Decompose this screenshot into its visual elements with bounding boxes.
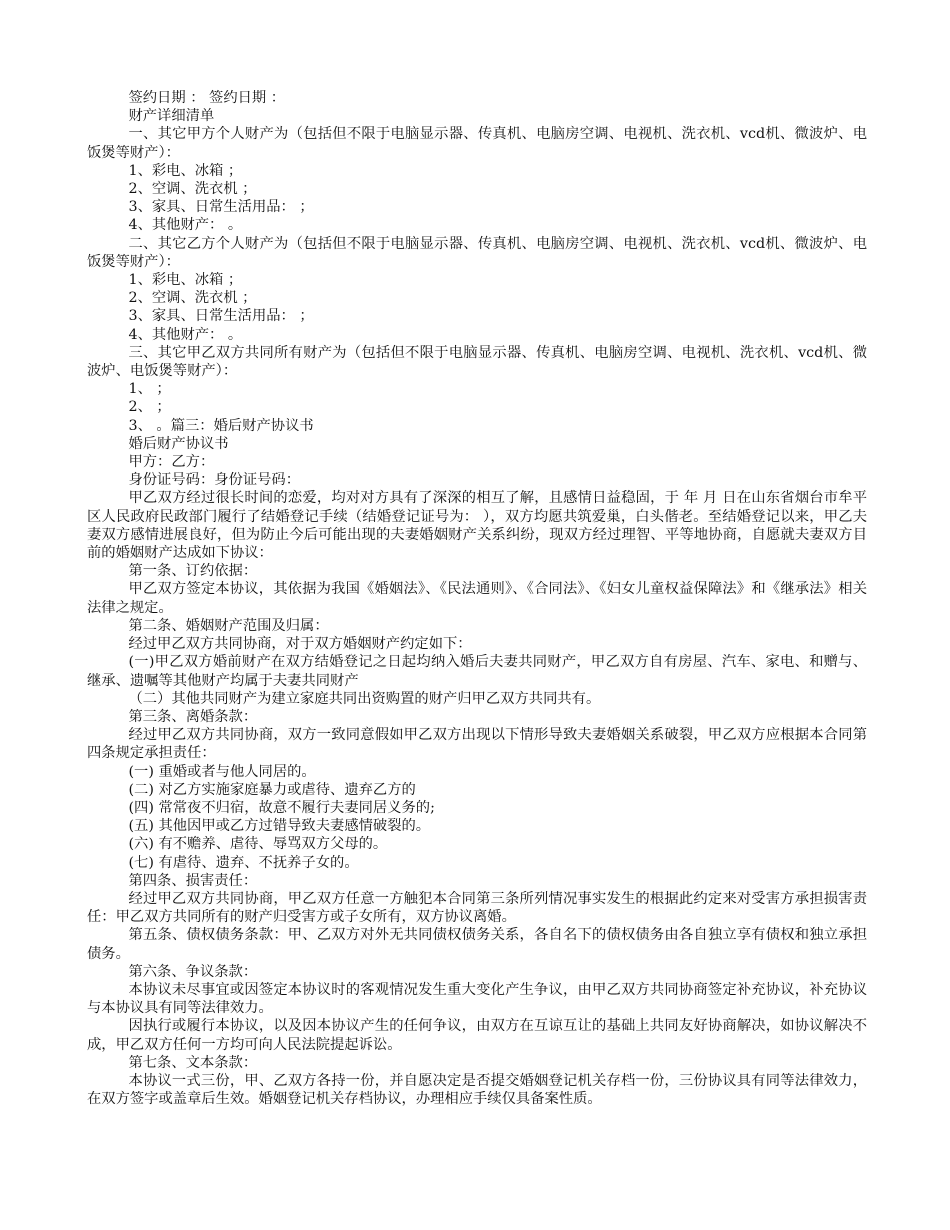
article-5-body: 第五条、债权债务条款：甲、乙双方对外无共同债权债务关系，各自名下的债权债务由各自独立享有债权和独立承担债务。 <box>87 927 867 962</box>
article-3-intro: 经过甲乙双方共同协商，双方一致同意假如甲乙双方出现以下情形导致夫妻婚姻关系破裂，甲乙双方应根据本合同第四条规定承担责任： <box>87 727 867 762</box>
article-2-clause-2: （二）其他共同财产为建立家庭共同出资购置的财产归甲乙双方共同共有。 <box>128 690 601 707</box>
article-1-body: 甲乙双方签定本协议，其依据为我国《婚姻法》、《民法通则》、《合同法》、《妇女儿童权益保障法》和《继承法》相关法律之规定。 <box>87 581 867 616</box>
joint-item-3: 3、 。篇三：婚后财产协议书 <box>128 417 314 434</box>
joint-property-intro: 三、其它甲乙双方共同所有财产为（包括但不限于电脑显示器、传真机、电脑房空调、电视机、洗衣机、vcd机、微波炉、电饭煲等财产）： <box>87 344 867 380</box>
party-a-item-3: 3、家具、日常生活用品： ； <box>128 199 314 216</box>
article-3-clause-6: (六) 有不赡养、虐待、辱骂双方父母的。 <box>128 836 388 853</box>
article-2-clause-1: (一)甲乙双方婚前财产在双方结婚登记之日起均纳入婚后夫妻共同财产，甲乙双方自有房屋、汽车、家电、和赠与、继承、遗嘱等其他财产均属于夫妻共同财产 <box>87 654 867 689</box>
article-2-heading: 第二条、婚姻财产范围及归属： <box>128 617 329 634</box>
id-number-line: 身份证号码：身份证号码： <box>128 472 301 489</box>
article-3-clause-2: (二) 对乙方实施家庭暴力或虐待、遗弃乙方的 <box>128 781 416 798</box>
article-6-heading: 第六条、争议条款： <box>128 963 258 980</box>
document-page <box>87 89 867 1108</box>
party-a-item-4: 4、其他财产： 。 <box>128 217 243 234</box>
article-4-heading: 第四条、损害责任： <box>128 872 258 889</box>
joint-item-2: 2、 ； <box>128 399 171 416</box>
signing-date-line: 签约日期 ： 签约日期 ： <box>128 90 286 106</box>
article-1-heading: 第一条、订约依据： <box>128 563 258 580</box>
article-3-clause-1: (一) 重婚或者与他人同居的。 <box>128 763 316 780</box>
article-2-intro: 经过甲乙双方共同协商，对于双方婚姻财产约定如下： <box>128 636 472 653</box>
article-7-heading: 第七条、文本条款： <box>128 1054 258 1071</box>
article-3-clause-7: (七) 有虐待、遗弃、不抚养子女的。 <box>128 854 359 871</box>
party-b-item-1: 1、彩电、冰箱 ； <box>128 272 243 289</box>
parties-line: 甲方：乙方： <box>128 454 215 471</box>
article-6-body-2: 因执行或履行本协议，以及因本协议产生的任何争议，由双方在互谅互让的基础上共同友好协商解决，如协议解决不成，甲乙双方任何一方均可向人民法院提起诉讼。 <box>87 1018 867 1053</box>
property-list-heading: 财产详细清单 <box>128 108 215 125</box>
party-a-property-intro: 一、其它甲方个人财产为（包括但不限于电脑显示器、传真机、电脑房空调、电视机、洗衣机、vcd机、微波炉、电饭煲等财产）： <box>87 126 867 161</box>
party-b-item-4: 4、其他财产： 。 <box>128 326 243 343</box>
article-3-clause-4: (四) 常常夜不归宿，故意不履行夫妻同居义务的; <box>128 799 435 816</box>
joint-item-1: 1、 ； <box>128 381 171 398</box>
article-3-heading: 第三条、离婚条款： <box>128 708 258 725</box>
preamble-paragraph: 甲乙双方经过很长时间的恋爱，均对对方具有了深深的相互了解，且感情日益稳固，于 年 月 日在山东省烟台市牟平区人民政府民政部门履行了结婚登记手续（结婚登记证号为： ），双方均愿共筑爱巢，白头偕老。至结婚登记以来，甲乙夫妻双方感情进展良好，但为防止今后可能出现的夫妻婚姻财产关系纠纷，现双方经过理智、平等地协商，自愿就夫妻双方目前的婚姻财产达成如下协议： <box>87 490 867 562</box>
party-b-property-intro: 二、其它乙方个人财产为（包括但不限于电脑显示器、传真机、电脑房空调、电视机、洗衣机、vcd机、微波炉、电饭煲等财产）： <box>87 235 867 270</box>
party-b-item-3: 3、家具、日常生活用品： ； <box>128 308 314 325</box>
agreement-title: 婚后财产协议书 <box>128 435 229 452</box>
party-a-item-2: 2、空调、洗衣机 ； <box>128 181 257 198</box>
article-3-clause-5: (五) 其他因甲或乙方过错导致夫妻感情破裂的。 <box>128 818 431 835</box>
article-6-body-1: 本协议未尽事宜或因签定本协议时的客观情况发生重大变化产生争议，由甲乙双方共同协商签定补充协议，补充协议与本协议具有同等法律效力。 <box>87 981 867 1017</box>
party-b-item-2: 2、空调、洗衣机 ； <box>128 290 257 307</box>
party-a-item-1: 1、彩电、冰箱 ； <box>128 162 243 179</box>
article-4-body: 经过甲乙双方共同协商，甲乙双方任意一方触犯本合同第三条所列情况事实发生的根据此约定来对受害方承担损害责任：甲乙双方共同所有的财产归受害方或子女所有，双方协议离婚。 <box>87 890 867 926</box>
article-7-body: 本协议一式三份，甲、乙双方各持一份，并自愿决定是否提交婚姻登记机关存档一份，三份协议具有同等法律效力，在双方签字或盖章后生效。婚姻登记机关存档协议，办理相应手续仅具备案性质。 <box>87 1072 867 1108</box>
